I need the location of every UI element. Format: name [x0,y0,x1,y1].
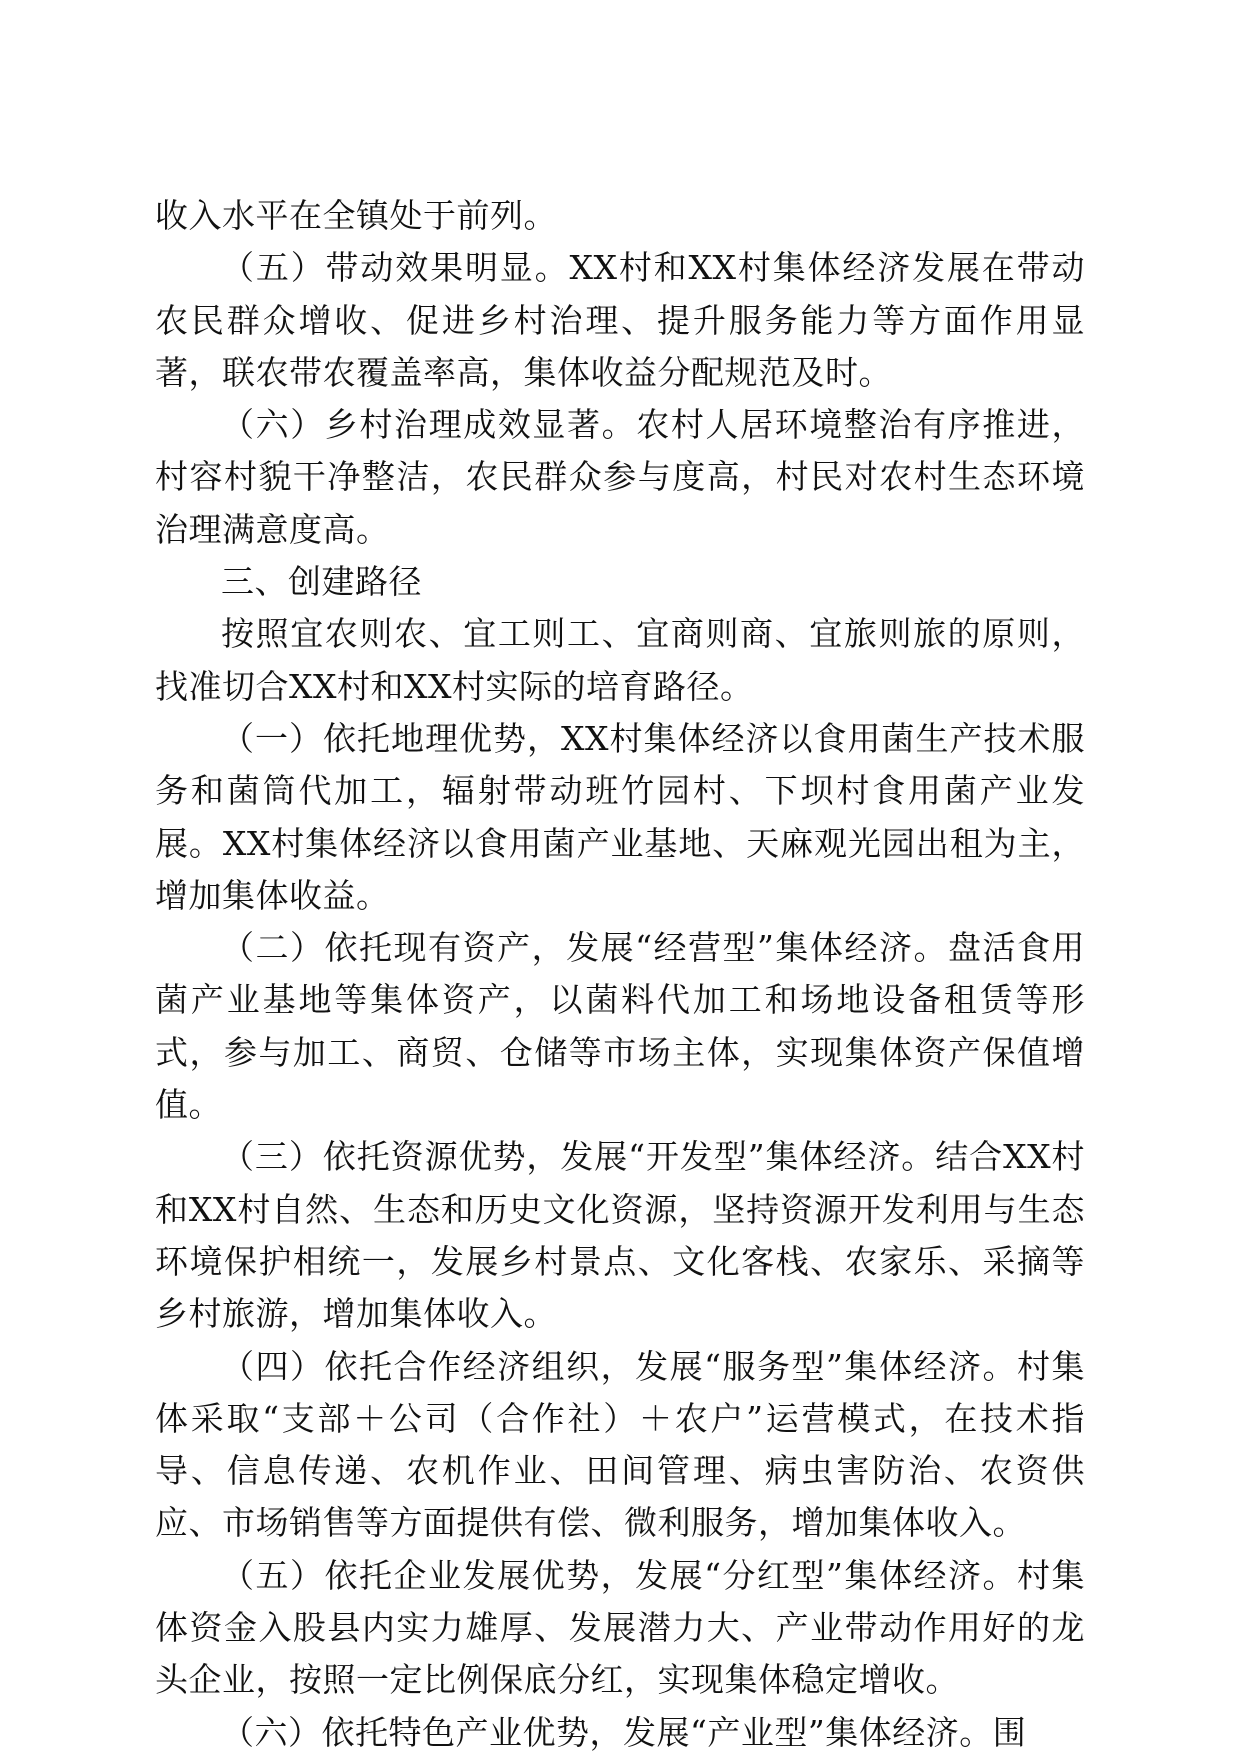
paragraph-path-6-industry: （六）依托特色产业优势，发展“产业型”集体经济。围 [221,1712,1027,1752]
paragraph-path-2-operating: （二）依托现有资产，发展“经营型”集体经济。盘活食用菌产业基地等集体资产，以菌料代加工和场地设备租赁等形式，参与加工、商贸、仓储等市场主体，实现集体资产保值增值。 [155,928,1085,1125]
paragraph-path-3-development: （三）依托资源优势，发展“开发型”集体经济。结合XX村和XX村自然、生态和历史文化资源，坚持资源开发利用与生态环境保护相统一，发展乡村景点、文化客栈、农家乐、采摘等乡村旅游，增加集体收入。 [155,1137,1085,1334]
paragraph-path-4-service: （四）依托合作经济组织，发展“服务型”集体经济。村集体采取“支部＋公司（合作社）＋农户”运营模式，在技术指导、信息传递、农机作业、田间管理、病虫害防治、农资供应、市场销售等方面提供有偿、微利服务，增加集体收入。 [155,1346,1085,1543]
paragraph-path-1-geography: （一）依托地理优势，XX村集体经济以食用菌生产技术服务和菌筒代加工，辐射带动班竹园村、下坝村食用菌产业发展。XX村集体经济以食用菌产业基地、天麻观光园出租为主，增加集体收益。 [155,718,1085,915]
paragraph-continuation: 收入水平在全镇处于前列。 [155,196,557,235]
section-heading-creation-path: 三、创建路径 [221,562,422,602]
paragraph-path-intro: 按照宜农则农、宜工则工、宜商则商、宜旅则旅的原则，找准切合XX村和XX村实际的培育路径。 [155,614,1085,706]
document-body [155,190,1085,1759]
paragraph-path-5-dividend: （五）依托企业发展优势，发展“分红型”集体经济。村集体资金入股县内实力雄厚、发展潜力大、产业带动作用好的龙头企业，按照一定比例保底分红，实现集体稳定增收。 [155,1555,1085,1700]
paragraph-item-6-governance: （六）乡村治理成效显著。农村人居环境整治有序推进，村容村貌干净整洁，农民群众参与度高，村民对农村生态环境治理满意度高。 [155,405,1085,549]
paragraph-item-5-effect: （五）带动效果明显。XX村和XX村集体经济发展在带动农民群众增收、促进乡村治理、提升服务能力等方面作用显著，联农带农覆盖率高，集体收益分配规范及时。 [155,248,1085,392]
